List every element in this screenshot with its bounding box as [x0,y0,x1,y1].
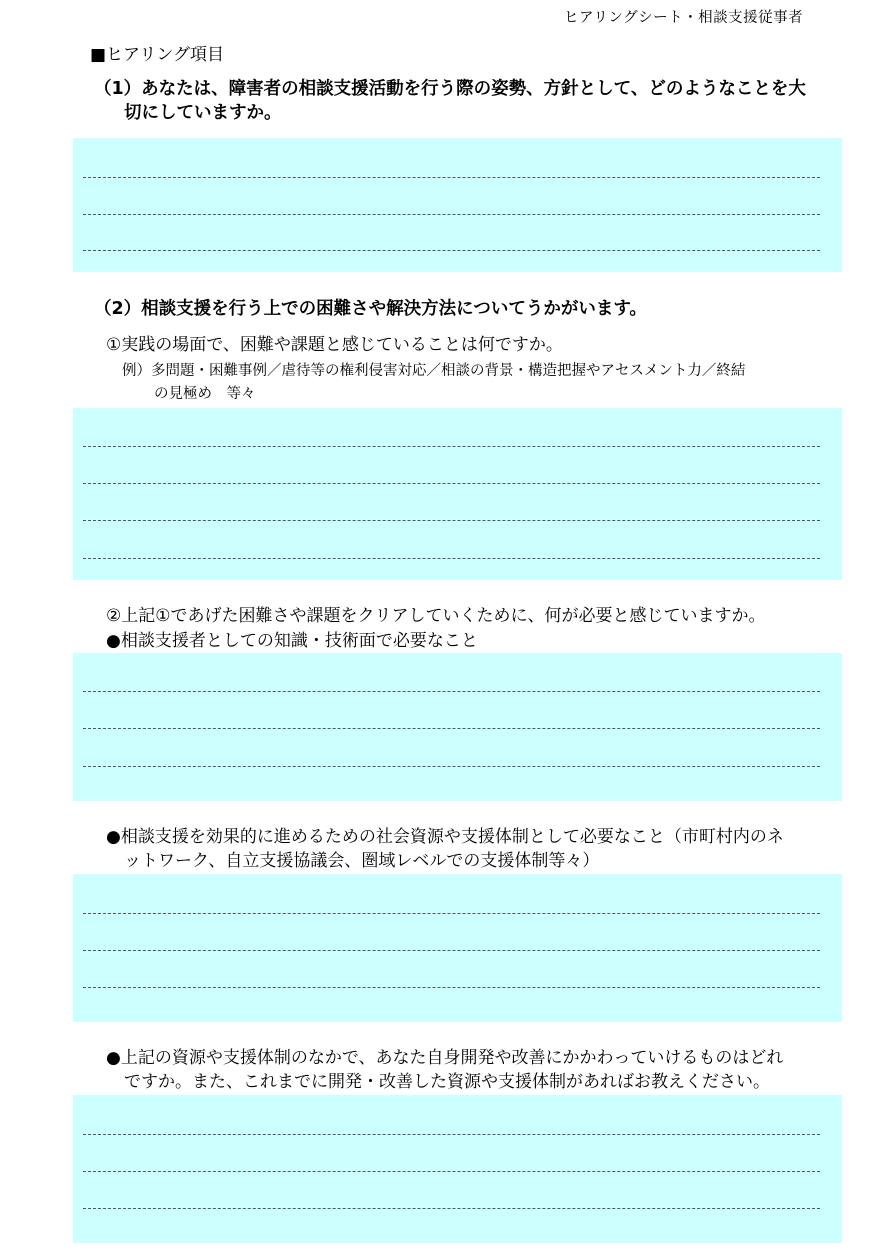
question-2-2-title: ②上記①であげた困難さや課題をクリアしていくために、何が必要と感じていますか。 [106,606,766,626]
answer-line [83,483,820,484]
question-2-title: （2）相談支援を行う上での困難さや解決方法についてうかがいます。 [94,299,647,319]
answer-box-q1[interactable] [73,138,842,272]
answer-line [83,766,820,767]
section-title: ■ヒアリング項目 [90,45,225,65]
answer-box-q2-2-bullet-1[interactable] [73,653,842,801]
answer-line [83,1171,820,1172]
question-2-1-example-line-1: 例）多問題・困難事例／虐待等の権利侵害対応／相談の背景・構造把握やアセスメント力／終結 [122,363,746,379]
answer-line [83,913,820,914]
question-2-2-bullet-1: ●相談支援者としての知識・技術面で必要なこと [106,631,478,651]
answer-line [83,950,820,951]
question-1-line-2: 切にしていますか。 [124,103,282,123]
document-header: ヒアリングシート・相談支援従事者 [564,10,804,26]
answer-box-q2-2-bullet-3[interactable] [73,1095,842,1243]
answer-line [83,728,820,729]
answer-line [83,1134,820,1135]
answer-line [83,691,820,692]
question-2-1-title: ①実践の場面で、困難や課題と感じていることは何ですか。 [106,335,563,355]
answer-line [83,1208,820,1209]
answer-line [83,214,820,215]
answer-line [83,520,820,521]
answer-line [83,250,820,251]
question-2-1-example-line-2: の見極め 等々 [154,386,256,402]
question-2-2-bullet-3-line-1: ●上記の資源や支援体制のなかで、あなた自身開発や改善にかかわっていけるものはどれ [106,1048,784,1068]
question-2-2-bullet-3-line-2: ですか。また、これまでに開発・改善した資源や支援体制があればお教えください。 [124,1072,770,1092]
answer-box-q2-1[interactable] [73,408,842,580]
question-1-line-1: （1）あなたは、障害者の相談支援活動を行う際の姿勢、方針として、どのようなことを大 [94,79,806,99]
question-2-2-bullet-2-line-2: ットワーク、自立支援協議会、圏域レベルでの支援体制等々） [124,851,600,871]
answer-line [83,558,820,559]
answer-line [83,177,820,178]
answer-box-q2-2-bullet-2[interactable] [73,874,842,1022]
answer-line [83,987,820,988]
question-2-2-bullet-2-line-1: ●相談支援を効果的に進めるための社会資源や支援体制として必要なこと（市町村内のネ [106,827,784,847]
answer-line [83,446,820,447]
